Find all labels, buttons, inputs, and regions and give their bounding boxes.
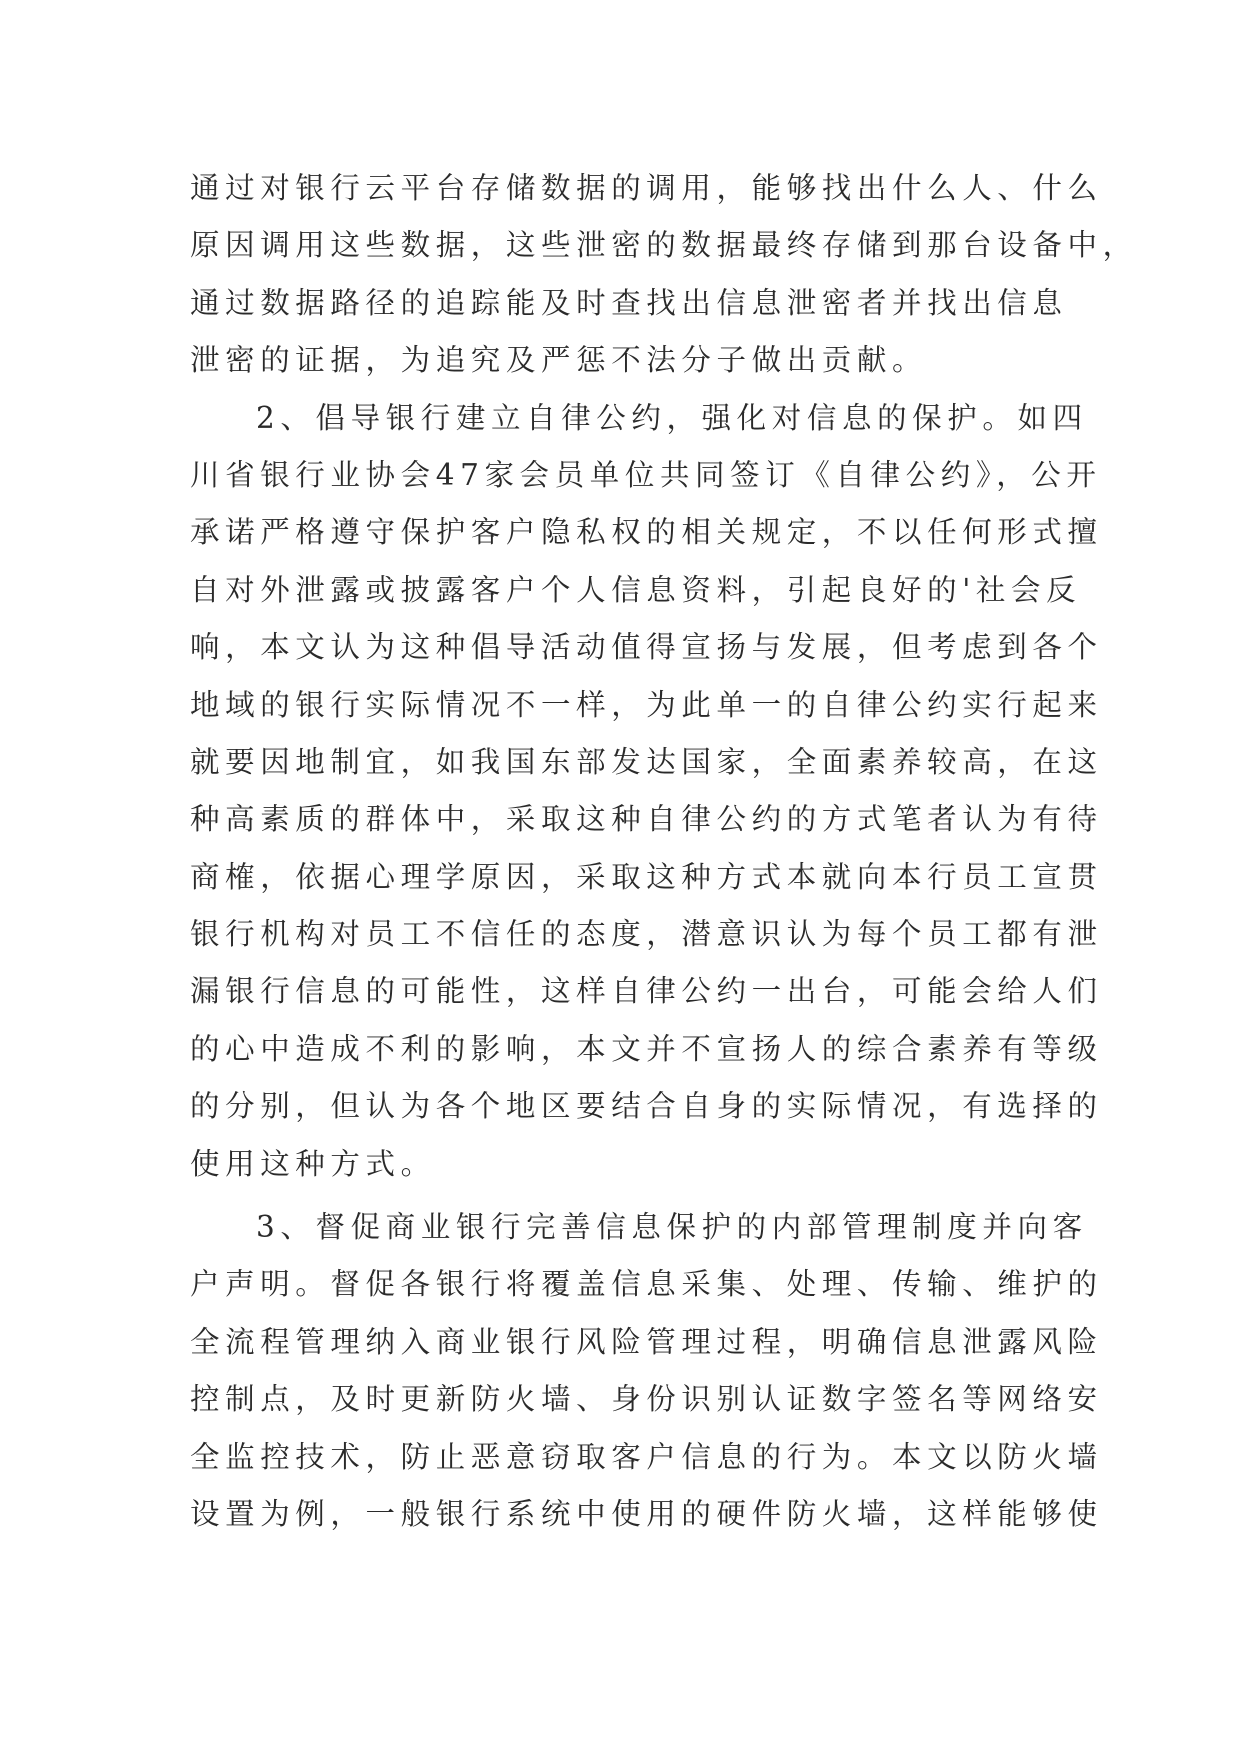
paragraph-line: 就要因地制宜，如我国东部发达国家，全面素养较高，在这: [190, 744, 1103, 779]
paragraph-line: 2、倡导银行建立自律公约，强化对信息的保护。如四: [256, 400, 1088, 435]
paragraph-line: 川省银行业协会47家会员单位共同签订《自律公约》，公开: [190, 457, 1102, 492]
paragraph-1: [190, 160, 1138, 390]
paragraph-line: 商榷，依据心理学原因，采取这种方式本就向本行员工宣贯: [190, 859, 1103, 894]
paragraph-line: 设置为例，一般银行系统中使用的硬件防火墙，这样能够使: [190, 1496, 1103, 1531]
paragraph-line: 原因调用这些数据，这些泄密的数据最终存储到那台设备中，: [190, 228, 1138, 263]
paragraph-line: 户声明。督促各银行将覆盖信息采集、处理、传输、维护的: [190, 1267, 1103, 1302]
paragraph-line: 响，本文认为这种倡导活动值得宣扬与发展，但考虑到各个: [190, 630, 1103, 665]
paragraph-line: 通过数据路径的追踪能及时查找出信息泄密者并找出信息: [190, 285, 1068, 320]
paragraph-line: 泄密的证据，为追究及严惩不法分子做出贡献。: [190, 343, 928, 378]
paragraph-line: 3、督促商业银行完善信息保护的内部管理制度并向客: [256, 1210, 1088, 1245]
document-body: [190, 160, 1138, 1543]
paragraph-line: 全监控技术，防止恶意窃取客户信息的行为。本文以防火墙: [190, 1439, 1103, 1474]
paragraph-line: 漏银行信息的可能性，这样自律公约一出台，可能会给人们: [190, 974, 1103, 1009]
paragraph-line: 通过对银行云平台存储数据的调用，能够找出什么人、什么: [190, 171, 1103, 205]
paragraph-line: 使用这种方式。: [190, 1146, 436, 1181]
paragraph-2: [190, 390, 1103, 1193]
paragraph-line: 种高素质的群体中，采取这种自律公约的方式笔者认为有待: [190, 802, 1103, 837]
paragraph-line: 的分别，但认为各个地区要结合自身的实际情况，有选择的: [190, 1089, 1103, 1124]
paragraph-line: 全流程管理纳入商业银行风险管理过程，明确信息泄露风险: [190, 1324, 1103, 1359]
paragraph-line: 的心中造成不利的影响，本文并不宣扬人的综合素养有等级: [190, 1031, 1103, 1066]
paragraph-line: 银行机构对员工不信任的态度，潜意识认为每个员工都有泄: [190, 917, 1103, 952]
paragraph-line: 地域的银行实际情况不一样，为此单一的自律公约实行起来: [190, 687, 1103, 722]
paragraph-line: 承诺严格遵守保护客户隐私权的相关规定，不以任何形式擅: [190, 515, 1103, 550]
paragraph-line: 自对外泄露或披露客户个人信息资料，引起良好的'社会反: [190, 572, 1082, 607]
paragraph-3: [190, 1199, 1103, 1543]
paragraph-line: 控制点，及时更新防火墙、身份识别认证数字签名等网络安: [190, 1382, 1103, 1417]
